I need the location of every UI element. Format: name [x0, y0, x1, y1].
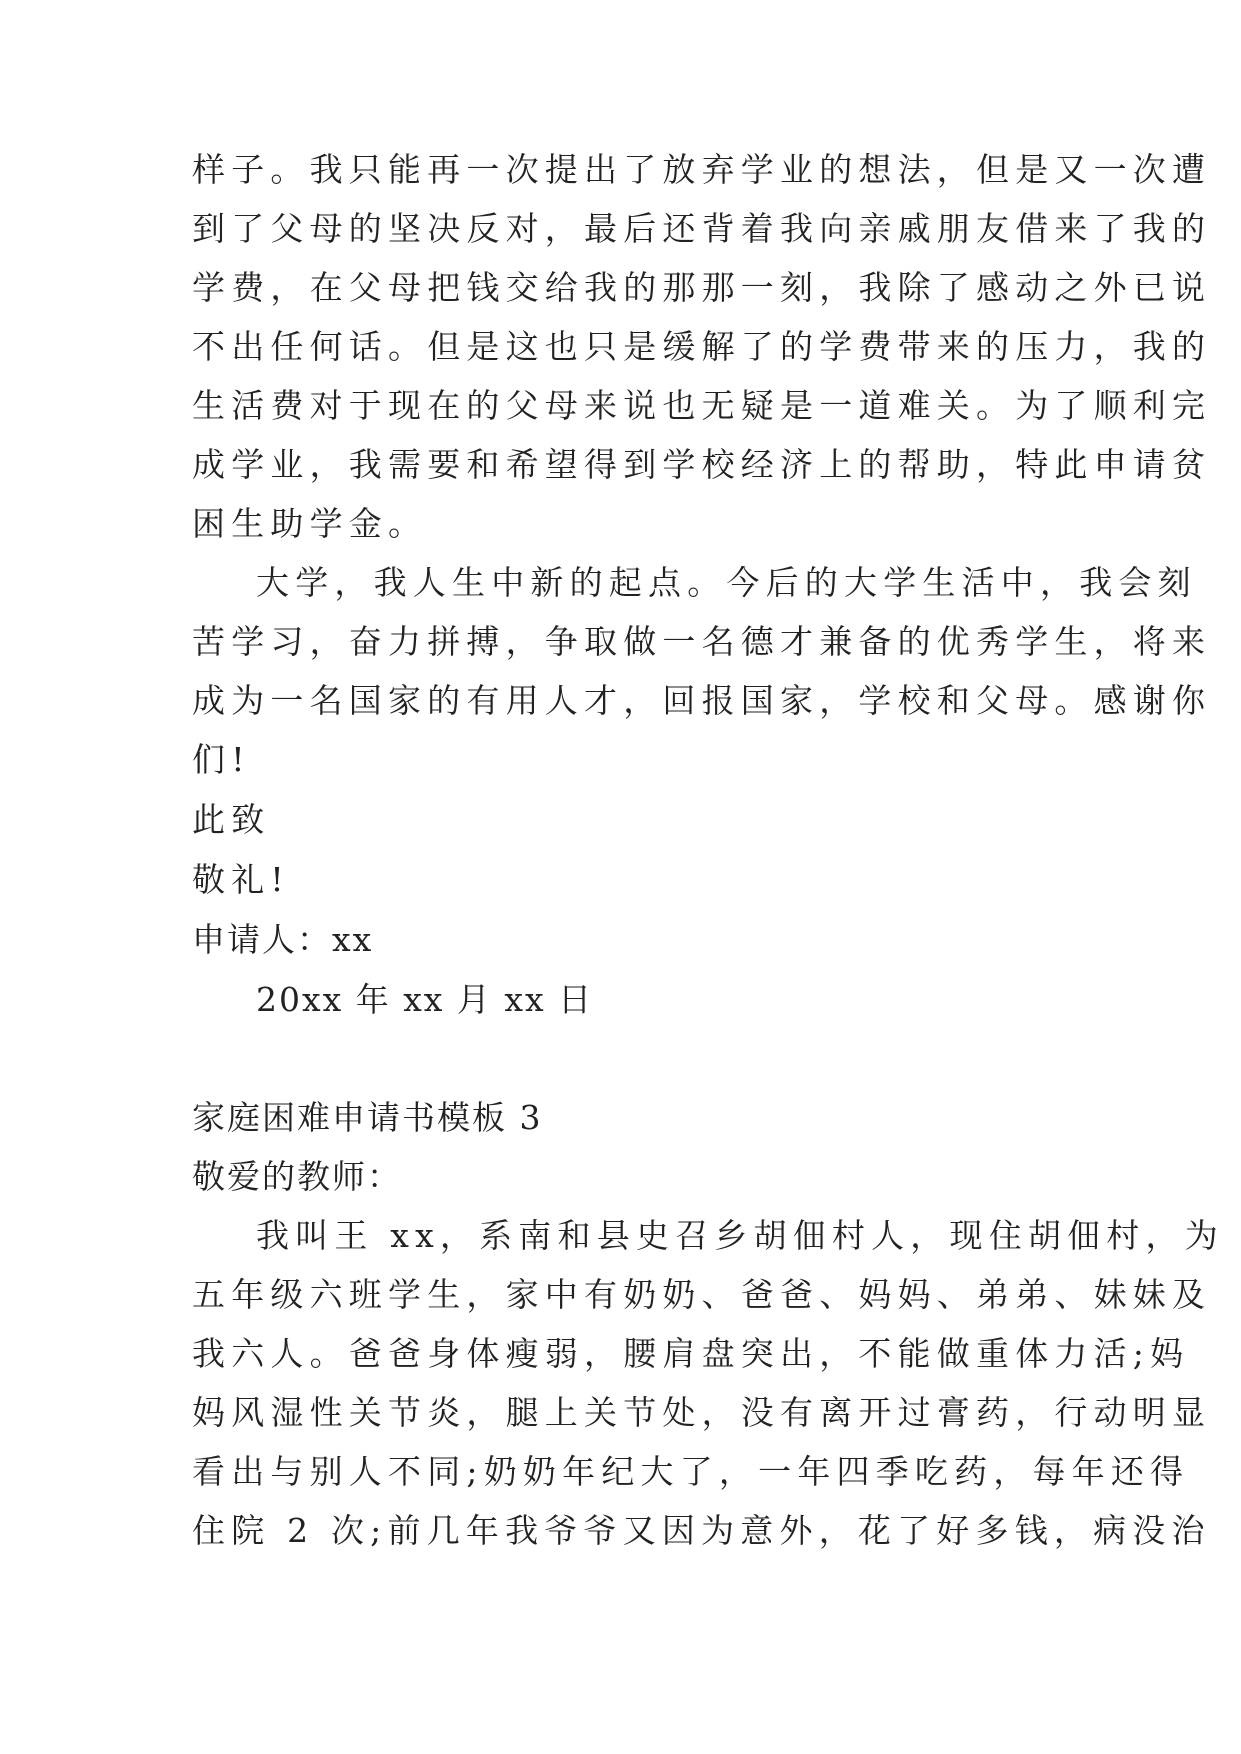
body-text-line: 看出与别人不同;奶奶年纪大了，一年四季吃药，每年还得: [192, 1452, 1190, 1491]
salutation: 敬爱的教师：: [192, 1157, 402, 1196]
body-text-line: 们!: [192, 740, 251, 779]
body-text-line: 学费，在父母把钱交给我的那那一刻，我除了感动之外已说: [192, 268, 1212, 307]
body-text-line: 我六人。爸爸身体瘦弱，腰肩盘突出，不能做重体力活;妈: [192, 1334, 1190, 1373]
closing-greeting: 敬礼!: [192, 860, 290, 899]
body-text-line: 我叫王 xx，系南和县史召乡胡佃村人，现住胡佃村，为: [256, 1216, 1224, 1255]
body-text-line: 成为一名国家的有用人才，回报国家，学校和父母。感谢你: [192, 681, 1212, 720]
body-text-line: 生活费对于现在的父母来说也无疑是一道难关。为了顺利完: [192, 386, 1212, 425]
body-text-line: 不出任何话。但是这也只是缓解了的学费带来的压力，我的: [192, 327, 1212, 366]
body-text-line: 困生助学金。: [192, 504, 428, 543]
body-text-line: 样子。我只能再一次提出了放弃学业的想法，但是又一次遭: [192, 150, 1212, 189]
body-text-line: 住院 2 次;前几年我爷爷又因为意外，花了好多钱，病没治: [192, 1511, 1211, 1550]
body-text-line: 苦学习，奋力拼搏，争取做一名德才兼备的优秀学生，将来: [192, 622, 1212, 661]
body-text-line: 五年级六班学生，家中有奶奶、爸爸、妈妈、弟弟、妹妹及: [192, 1275, 1212, 1314]
date-line: 20xx 年 xx 月 xx 日: [256, 980, 594, 1019]
applicant-signature: 申请人：xx: [192, 920, 374, 959]
body-text-line: 成学业，我需要和希望得到学校经济上的帮助，特此申请贫: [192, 445, 1212, 484]
section-title: 家庭困难申请书模板 3: [192, 1098, 543, 1137]
closing-line: 此致: [192, 800, 271, 839]
body-text-line: 大学，我人生中新的起点。今后的大学生活中，我会刻: [256, 563, 1197, 602]
body-text-line: 到了父母的坚决反对，最后还背着我向亲戚朋友借来了我的: [192, 209, 1212, 248]
body-text-line: 妈风湿性关节炎，腿上关节处，没有离开过膏药，行动明显: [192, 1393, 1212, 1432]
